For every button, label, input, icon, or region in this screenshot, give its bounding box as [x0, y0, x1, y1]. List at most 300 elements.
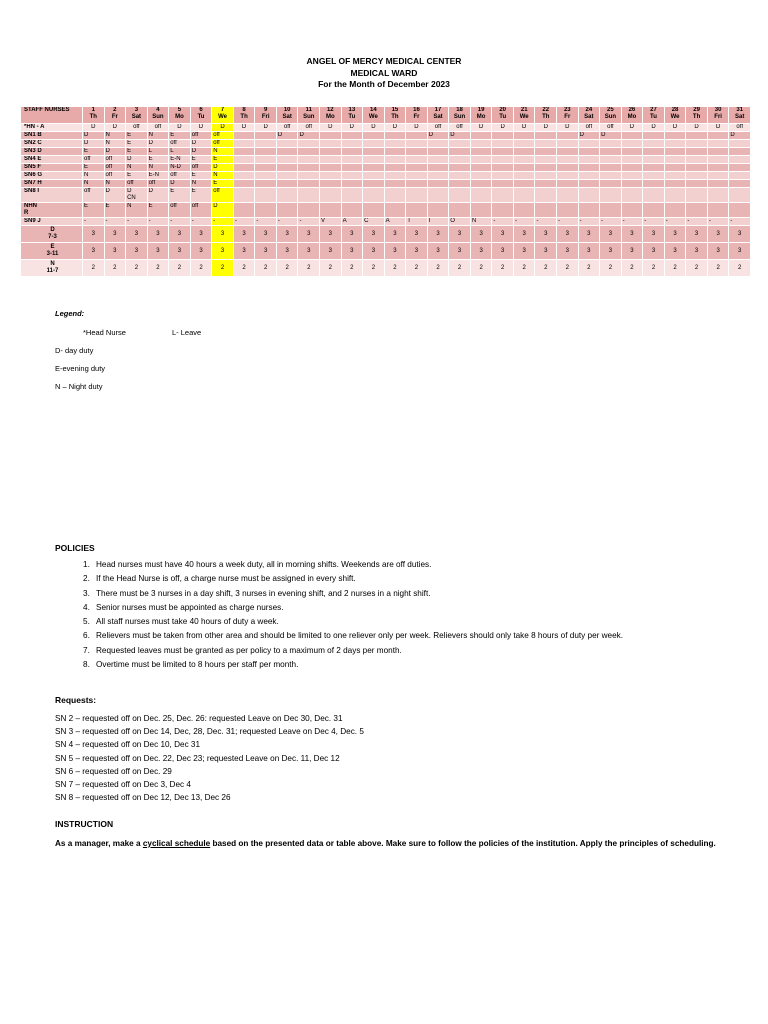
table-cell: -: [578, 218, 600, 226]
table-cell: [707, 188, 729, 203]
table-cell: [449, 203, 471, 218]
policy-item: Senior nurses must be appointed as charge nurses.: [96, 602, 284, 612]
table-cell: [255, 180, 277, 188]
day-number: 23: [563, 107, 571, 113]
day-of-week: Sun: [152, 114, 164, 120]
table-cell: [535, 188, 557, 203]
row-label: E 3-11: [21, 243, 83, 260]
table-cell: [513, 172, 535, 180]
table-cell: [578, 203, 600, 218]
request-item: SN 6 – requested off on Dec. 29: [55, 766, 172, 776]
day-of-week: We: [670, 114, 680, 120]
table-cell: [255, 148, 277, 156]
table-cell: [535, 132, 557, 140]
table-cell: [535, 180, 557, 188]
table-cell: off: [169, 203, 191, 218]
table-cell: -: [104, 218, 126, 226]
day-of-week: Sat: [735, 114, 745, 120]
day-of-week: Fri: [261, 114, 270, 120]
table-cell: N-D: [169, 164, 191, 172]
table-cell: [320, 132, 342, 140]
table-cell: [600, 140, 622, 148]
table-cell: N: [126, 203, 148, 218]
day-header-11: [298, 107, 320, 124]
day-of-week: Fri: [714, 114, 722, 120]
table-cell: 3: [449, 243, 471, 260]
table-cell: -: [276, 218, 298, 226]
table-cell: [664, 188, 686, 203]
table-cell: [233, 148, 255, 156]
day-header-27: [643, 107, 665, 124]
table-cell: [470, 172, 492, 180]
day-number: 4: [156, 107, 160, 113]
table-cell: D: [729, 132, 751, 140]
table-cell: N: [104, 180, 126, 188]
day-of-week: Mo: [627, 114, 637, 120]
table-cell: L: [169, 148, 191, 156]
table-cell: off: [126, 180, 148, 188]
day-header-20: [492, 107, 514, 124]
table-cell: [276, 203, 298, 218]
table-cell: [729, 140, 751, 148]
table-cell: D: [147, 140, 169, 148]
table-cell: [664, 180, 686, 188]
table-cell: -: [212, 218, 234, 226]
table-cell: [664, 140, 686, 148]
table-cell: [255, 164, 277, 172]
day-number: 12: [326, 107, 334, 113]
table-cell: [320, 172, 342, 180]
table-cell: [470, 156, 492, 164]
table-cell: [492, 140, 514, 148]
table-cell: [557, 132, 579, 140]
table-cell: 3: [513, 226, 535, 243]
table-cell: off: [147, 180, 169, 188]
row-label: SN4 E: [21, 156, 83, 164]
table-cell: [449, 140, 471, 148]
table-cell: D: [578, 132, 600, 140]
table-cell: V: [320, 218, 342, 226]
table-cell: [729, 164, 751, 172]
table-cell: [535, 140, 557, 148]
table-row: [21, 172, 751, 180]
table-cell: [513, 156, 535, 164]
day-of-week: Sun: [303, 114, 315, 120]
table-cell: [535, 164, 557, 172]
table-cell: D: [427, 132, 449, 140]
table-cell: 3: [298, 243, 320, 260]
table-cell: 3: [621, 243, 643, 260]
table-cell: D: [492, 124, 514, 132]
table-cell: D: [320, 124, 342, 132]
table-cell: 3: [147, 243, 169, 260]
day-number: 11: [305, 107, 312, 113]
day-number: 22: [542, 107, 550, 113]
table-cell: [427, 140, 449, 148]
table-cell: [664, 148, 686, 156]
day-of-week: Th: [542, 114, 550, 120]
table-cell: [255, 156, 277, 164]
table-cell: [643, 140, 665, 148]
table-cell: 2: [535, 260, 557, 277]
table-cell: [320, 148, 342, 156]
table-cell: [427, 148, 449, 156]
table-cell: 3: [470, 243, 492, 260]
table-cell: [707, 203, 729, 218]
day-header-6: [190, 107, 212, 124]
table-cell: 3: [233, 243, 255, 260]
table-cell: 2: [320, 260, 342, 277]
table-cell: [406, 148, 428, 156]
table-cell: [600, 203, 622, 218]
table-cell: [578, 188, 600, 203]
table-cell: E: [83, 164, 105, 172]
day-number: 27: [650, 107, 657, 113]
day-number: 20: [499, 107, 506, 113]
table-cell: [557, 156, 579, 164]
day-number: 21: [520, 107, 528, 113]
table-cell: [363, 156, 385, 164]
table-cell: 3: [729, 243, 751, 260]
table-cell: [298, 180, 320, 188]
table-cell: E: [190, 156, 212, 164]
table-cell: [298, 203, 320, 218]
table-header-row: [21, 107, 751, 124]
table-cell: [363, 180, 385, 188]
day-number: 13: [348, 107, 356, 113]
table-cell: [686, 148, 708, 156]
table-cell: N: [104, 140, 126, 148]
table-cell: off: [169, 172, 191, 180]
day-of-week: Sat: [584, 114, 594, 120]
table-cell: [363, 140, 385, 148]
table-cell: D CN: [126, 188, 148, 203]
table-cell: L: [147, 148, 169, 156]
table-cell: 2: [363, 260, 385, 277]
table-cell: 2: [104, 260, 126, 277]
table-cell: 2: [513, 260, 535, 277]
table-cell: D: [406, 124, 428, 132]
table-cell: 3: [147, 226, 169, 243]
day-of-week: Th: [89, 114, 97, 120]
table-cell: 2: [729, 260, 751, 277]
day-header-23: [557, 107, 579, 124]
table-cell: D: [600, 132, 622, 140]
day-header-26: [621, 107, 643, 124]
request-item: SN 2 – requested off on Dec. 25, Dec. 26: requested Leave on Dec 30, Dec. 31: [55, 714, 343, 723]
table-cell: off: [83, 156, 105, 164]
table-cell: E: [190, 172, 212, 180]
table-cell: [535, 148, 557, 156]
table-row: [21, 140, 751, 148]
table-cell: [427, 172, 449, 180]
table-cell: [298, 140, 320, 148]
table-cell: [276, 180, 298, 188]
day-of-week: Tu: [197, 114, 205, 120]
day-number: 17: [434, 107, 442, 113]
table-cell: -: [600, 218, 622, 226]
day-number: 8: [242, 107, 246, 113]
table-cell: D: [513, 124, 535, 132]
table-cell: [276, 188, 298, 203]
table-cell: 3: [707, 226, 729, 243]
table-cell: [363, 148, 385, 156]
day-of-week: We: [519, 114, 529, 120]
table-cell: off: [83, 188, 105, 203]
table-cell: 2: [147, 260, 169, 277]
table-cell: [707, 180, 729, 188]
table-row: [21, 226, 751, 243]
day-number: 29: [693, 107, 700, 113]
table-cell: [427, 156, 449, 164]
table-cell: E: [147, 156, 169, 164]
table-cell: [470, 140, 492, 148]
table-cell: [578, 164, 600, 172]
table-cell: [384, 180, 406, 188]
table-cell: D: [363, 124, 385, 132]
table-row: [21, 203, 751, 218]
table-cell: [384, 140, 406, 148]
day-of-week: Sun: [604, 114, 617, 120]
table-cell: [406, 156, 428, 164]
day-of-week: Fr: [413, 114, 420, 120]
day-number: 1: [91, 107, 95, 113]
table-cell: N: [104, 132, 126, 140]
table-cell: 2: [643, 260, 665, 277]
table-cell: D: [664, 124, 686, 132]
table-cell: [449, 180, 471, 188]
day-number: 25: [607, 107, 614, 113]
table-cell: [492, 156, 514, 164]
table-row: [21, 124, 751, 132]
table-cell: 3: [169, 226, 191, 243]
table-cell: [492, 188, 514, 203]
table-cell: [384, 203, 406, 218]
table-cell: off: [104, 156, 126, 164]
table-cell: -: [492, 218, 514, 226]
table-cell: [233, 164, 255, 172]
legend-night-duty: N – Night duty: [55, 382, 103, 391]
table-cell: off: [578, 124, 600, 132]
table-cell: D: [643, 124, 665, 132]
table-cell: D: [298, 132, 320, 140]
day-number: 19: [477, 107, 485, 113]
table-cell: [406, 188, 428, 203]
table-cell: [686, 140, 708, 148]
table-cell: E: [212, 156, 234, 164]
table-cell: 2: [449, 260, 471, 277]
table-cell: [513, 203, 535, 218]
table-cell: [686, 164, 708, 172]
day-of-week: We: [218, 114, 227, 120]
day-of-week: Sat: [131, 114, 142, 120]
table-cell: 3: [600, 226, 622, 243]
table-cell: D: [190, 140, 212, 148]
table-cell: [276, 140, 298, 148]
table-cell: 3: [406, 243, 428, 260]
day-of-week: Fr: [564, 114, 571, 120]
table-cell: 3: [190, 243, 212, 260]
instruction-before: As a manager, make a: [55, 839, 143, 848]
day-of-week: Sun: [453, 114, 466, 120]
table-cell: -: [126, 218, 148, 226]
table-cell: [557, 164, 579, 172]
table-cell: N: [470, 218, 492, 226]
day-of-week: Th: [692, 114, 701, 120]
table-cell: N: [83, 180, 105, 188]
table-cell: 3: [578, 226, 600, 243]
table-cell: N: [190, 180, 212, 188]
table-cell: 3: [557, 243, 579, 260]
table-cell: 2: [664, 260, 686, 277]
table-cell: [384, 188, 406, 203]
instruction-after: based on the presented data or table above. Make sure to follow the policies of the institution. Apply the principles of scheduling.: [210, 839, 716, 848]
table-cell: 2: [406, 260, 428, 277]
table-cell: [233, 156, 255, 164]
table-cell: 3: [384, 243, 406, 260]
table-cell: [729, 180, 751, 188]
table-cell: 3: [255, 226, 277, 243]
table-cell: 3: [363, 226, 385, 243]
row-label: SN5 F: [21, 164, 83, 172]
table-cell: D: [707, 124, 729, 132]
table-cell: [363, 164, 385, 172]
table-cell: E: [83, 148, 105, 156]
table-cell: [320, 188, 342, 203]
table-cell: 3: [535, 226, 557, 243]
table-cell: [320, 203, 342, 218]
table-cell: D: [104, 124, 126, 132]
schedule-month: For the Month of December 2023: [318, 79, 450, 89]
table-cell: [664, 156, 686, 164]
table-cell: [621, 172, 643, 180]
legend-day-duty: D- day duty: [55, 346, 94, 355]
table-cell: [341, 156, 363, 164]
table-cell: [298, 172, 320, 180]
table-cell: [406, 172, 428, 180]
table-cell: E: [126, 132, 148, 140]
table-cell: [298, 156, 320, 164]
table-cell: 3: [276, 243, 298, 260]
policy-item: There must be 3 nurses in a day shift, 3 nurses in evening shift, and 2 nurses in a night shift.: [96, 588, 431, 598]
table-cell: 3: [320, 243, 342, 260]
table-cell: [449, 156, 471, 164]
day-of-week: Mo: [476, 114, 486, 120]
table-cell: 3: [83, 226, 105, 243]
table-cell: [384, 156, 406, 164]
table-cell: [557, 148, 579, 156]
table-cell: A: [341, 218, 363, 226]
table-cell: [729, 203, 751, 218]
table-cell: [643, 132, 665, 140]
table-cell: off: [729, 124, 751, 132]
table-cell: [686, 172, 708, 180]
table-cell: 3: [384, 226, 406, 243]
table-cell: -: [169, 218, 191, 226]
table-cell: E: [190, 188, 212, 203]
instruction-heading: INSTRUCTION: [55, 819, 114, 829]
table-cell: [621, 148, 643, 156]
table-cell: C: [363, 218, 385, 226]
table-cell: 2: [190, 260, 212, 277]
table-cell: 3: [427, 243, 449, 260]
table-cell: [557, 203, 579, 218]
table-cell: [341, 164, 363, 172]
day-number: 14: [370, 107, 377, 113]
table-cell: off: [126, 124, 148, 132]
table-cell: 2: [686, 260, 708, 277]
table-cell: off: [298, 124, 320, 132]
table-cell: 3: [255, 243, 277, 260]
table-cell: E: [104, 203, 126, 218]
table-cell: off: [212, 188, 234, 203]
table-cell: [492, 172, 514, 180]
requests-list: [55, 712, 364, 804]
day-of-week: Sat: [282, 114, 292, 120]
day-header-5: [169, 107, 191, 124]
table-cell: [621, 180, 643, 188]
table-cell: [621, 140, 643, 148]
row-label: SN7 H: [21, 180, 83, 188]
table-cell: 3: [643, 243, 665, 260]
table-cell: [384, 172, 406, 180]
table-cell: 2: [298, 260, 320, 277]
table-cell: [643, 164, 665, 172]
table-cell: [729, 172, 751, 180]
table-cell: 2: [578, 260, 600, 277]
day-of-week: Sat: [433, 114, 443, 120]
table-cell: D: [384, 124, 406, 132]
table-cell: [341, 148, 363, 156]
day-header-10: [276, 107, 298, 124]
table-cell: 3: [492, 226, 514, 243]
table-cell: 3: [320, 226, 342, 243]
day-number: 9: [263, 107, 268, 113]
table-cell: E: [83, 203, 105, 218]
table-cell: 2: [707, 260, 729, 277]
table-cell: 3: [126, 243, 148, 260]
table-cell: -: [513, 218, 535, 226]
day-header-9: [255, 107, 277, 124]
table-cell: E: [147, 203, 169, 218]
table-cell: [600, 188, 622, 203]
table-cell: [600, 180, 622, 188]
header-staff-nurses: STAFF NURSES: [21, 107, 83, 124]
table-cell: D: [126, 156, 148, 164]
table-cell: [664, 172, 686, 180]
table-cell: -: [707, 218, 729, 226]
table-cell: E-N: [169, 156, 191, 164]
legend-head-nurse: *Head Nurse: [83, 328, 126, 337]
table-cell: D: [83, 132, 105, 140]
policy-item: Relievers must be taken from other area and should be limited to one reliever only per week. Relievers should only take 8 hours of duty per week.: [96, 631, 624, 641]
day-number: 16: [413, 107, 420, 113]
table-cell: D: [83, 124, 105, 132]
day-header-25: [600, 107, 622, 124]
table-cell: [320, 156, 342, 164]
table-cell: [643, 156, 665, 164]
day-header-16: [406, 107, 428, 124]
table-cell: [233, 172, 255, 180]
day-number: 6: [199, 107, 203, 113]
table-cell: [729, 188, 751, 203]
row-label: N 11-7: [21, 260, 83, 277]
table-cell: 3: [535, 243, 557, 260]
table-cell: [513, 140, 535, 148]
table-cell: 3: [686, 226, 708, 243]
table-cell: off: [212, 140, 234, 148]
table-cell: E-N: [147, 172, 169, 180]
